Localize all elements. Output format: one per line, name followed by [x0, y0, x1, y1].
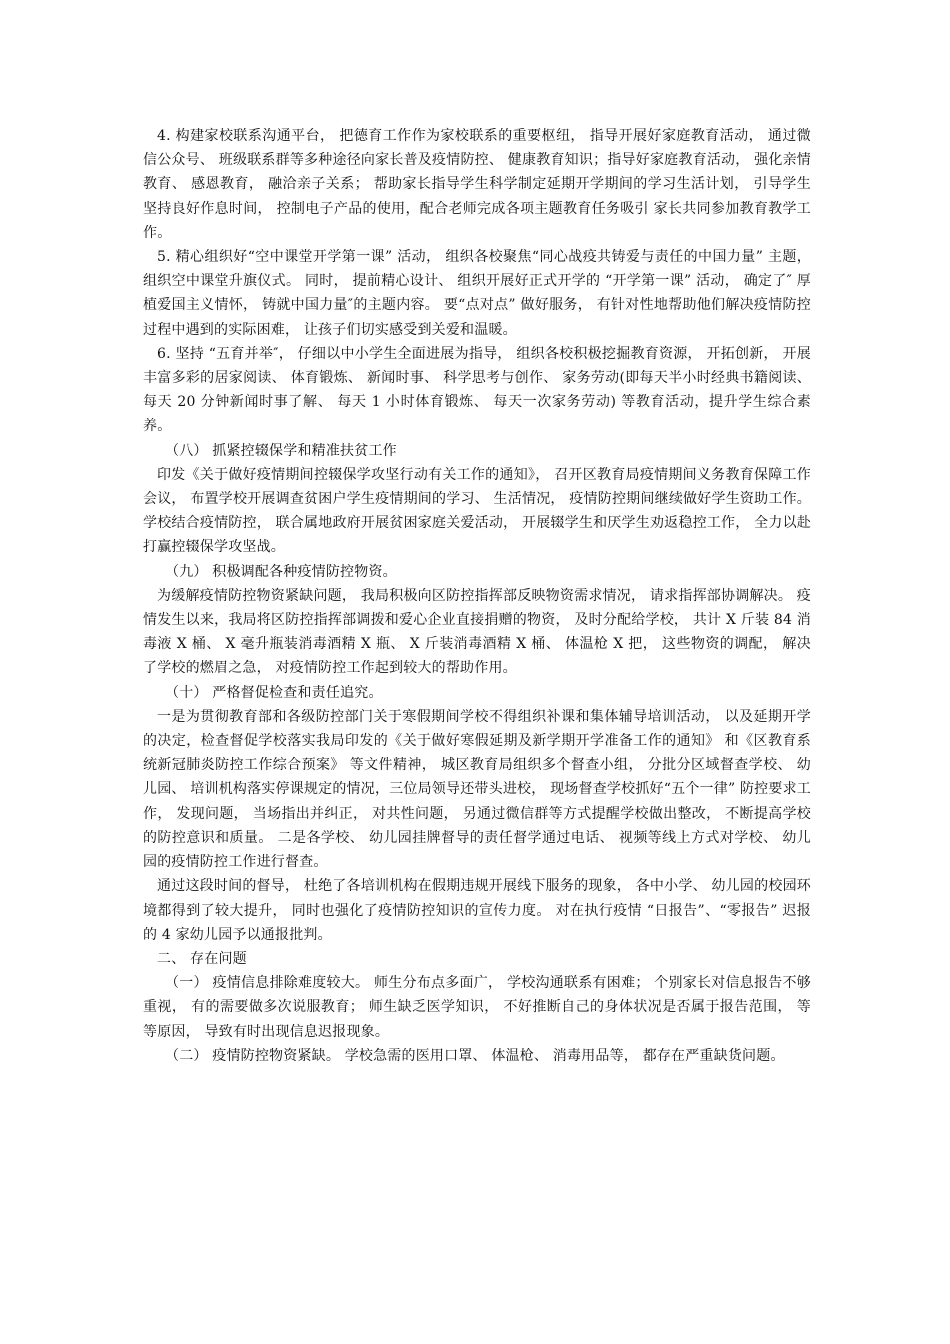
document-page [143, 124, 811, 1068]
section-heading-problems: 二、 存在问题 [157, 950, 247, 967]
paragraph-dropout-control: 印发《关于做好疫情期间控辍保学攻坚行动有关工作的通知》， 召开区教育局疫情期间义务教育保障工作会议， 布置学校开展调查贫困户学生疫情期间的学习、 生活情况， 疫情防控期间继续做好学生资助工作。 学校结合疫情防控， 联合属地政府开展贫困家庭关爱活动， 开展辍学生和厌学生劝返稳控工作， 全力以赴打赢控辍保学攻坚战。 [143, 466, 811, 556]
section-heading-8: （八） 抓紧控辍保学和精准扶贫工作 [165, 442, 397, 459]
paragraph-home-school-platform: 4. 构建家校联系沟通平台， 把德育工作作为家校联系的重要枢纽， 指导开展好家庭教育活动， 通过微信公众号、 班级联系群等多种途径向家长普及疫情防控、 健康教育知识；指导好家庭教育活动， 强化亲情教育、 感恩教育， 融洽亲子关系； 帮助家长指导学生科学制定延期开学期间的学习生活计划， 引导学生坚持良好作息时间， 控制电子产品的使用，配合老师完成各项主题教育任务吸引 家长共同参加教育教学工作。 [143, 128, 811, 241]
section-heading-10: （十） 严格督促检查和责任追究。 [165, 684, 383, 701]
section-heading-9: （九） 积极调配各种疫情防控物资。 [165, 563, 397, 580]
paragraph-inspection: 一是为贯彻教育部和各级防控部门关于寒假期间学校不得组织补课和集体辅导培训活动， 以及延期开学的决定，检查督促学校落实我局印发的《关于做好寒假延期及新学期开学准备工作的通知》 和《区教育系统新冠肺炎防控工作综合预案》 等文件精神， 城区教育局组织多个督查小组， 分批分区域督查学校、 幼儿园、 培训机构落实停课规定的情况，三位局领导还带头进校， 现场督查学校抓好“五个一律” 防控要求工作， 发现问题， 当场指出并纠正， 对共性问题， 另通过微信群等方式提醒学校做出整改， 不断提高学校的防控意识和质量。 二是各学校、 幼儿园挂牌督导的责任督学通过电话、 视频等线上方式对学校、 幼儿园的疫情防控工作进行督查。 [143, 708, 811, 871]
paragraph-problem-1: （一） 疫情信息排除难度较大。 师生分布点多面广， 学校沟通联系有困难； 个别家长对信息报告不够重视， 有的需要做多次说服教育； 师生缺乏医学知识， 不好推断自己的身体状况是否属于报告范围， 等等原因， 导致有时出现信息迟报现象。 [143, 975, 811, 1040]
paragraph-problem-2: （二） 疫情防控物资紧缺。 学校急需的医用口罩、 体温枪、 消毒用品等， 都存在严重缺货问题。 [165, 1047, 785, 1064]
paragraph-inspection-results: 通过这段时间的督导， 杜绝了各培训机构在假期违规开展线下服务的现象， 各中小学、 幼儿园的校园环境都得到了较大提升， 同时也强化了疫情防控知识的宣传力度。 对在执行疫情 “日报告”、“零报告” 迟报的 4 家幼儿园予以通报批判。 [143, 878, 811, 943]
paragraph-first-lesson: 5. 精心组织好“空中课堂开学第一课” 活动， 组织各校聚焦“同心战疫共铸爱与责任的中国力量” 主题， 组织空中课堂升旗仪式。 同时， 提前精心设计、 组织开展好正式开学的 “开学第一课” 活动， 确定了″ 厚植爱国主义情怀， 铸就中国力量″的主题内容。 要“点对点” 做好服务， 有针对性地帮助他们解决疫情防控过程中遇到的实际困难， 让孩子们切实感受到关爱和温暖。 [143, 249, 811, 338]
paragraph-five-education: 6. 坚持 “五育并举″， 仔细以中小学生全面进展为指导， 组织各校积极挖掘教育资源， 开拓创新， 开展丰富多彩的居家阅读、 体育锻炼、 新闻时事、 科学思考与创作、 家务劳动(即每天半小时经典书籍阅读、 每天 20 分钟新闻时事了解、 每天 1 小时体育锻炼、 每天一次家务劳动) 等教育活动，提升学生综合素养。 [143, 345, 811, 435]
paragraph-supplies: 为缓解疫情防控物资紧缺问题， 我局积极向区防控指挥部反映物资需求情况， 请求指挥部协调解决。 疫情发生以来，我局将区防控指挥部调拨和爱心企业直接捐赠的物资， 及时分配给学校， 共计 X 斤装 84 消毒液 X 桶、 X 毫升瓶装消毒酒精 X 瓶、 X 斤装消毒酒精 X 桶、 体温枪 X 把， 这些物资的调配， 解决了学校的燃眉之急， 对疫情防控工作起到较大的帮助作用。 [143, 587, 811, 677]
